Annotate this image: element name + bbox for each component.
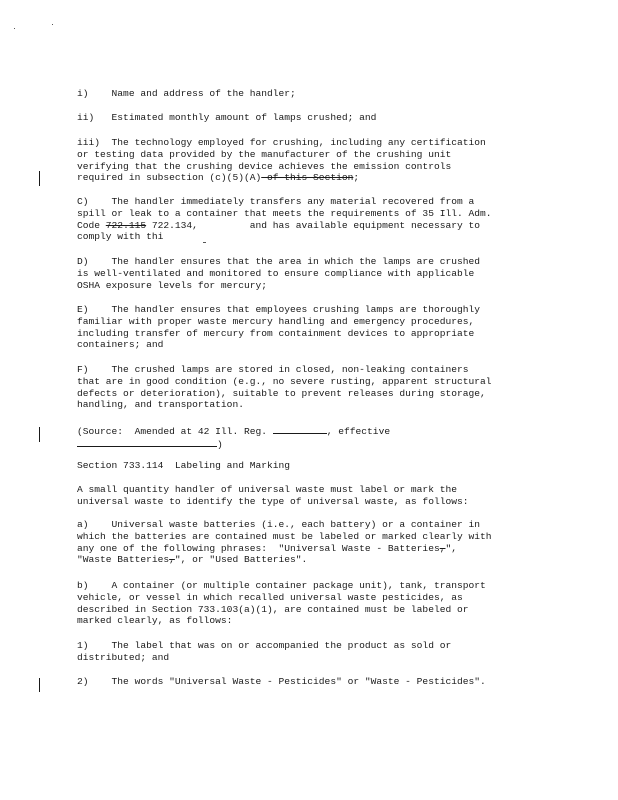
scan-speck	[14, 28, 15, 29]
paragraph-b: b) A container (or multiple container package unit), tank, transport vehicle, or vessel in which recalled universal waste pesticides, as described in Section 733.103(a)(1), are contained must be labeled or marked clearly, as follows:	[77, 580, 486, 627]
paragraph-d: D) The handler ensures that the area in which the lamps are crushed is well-ventilated and monitored to ensure compliance with applicable OSHA exposure levels for mercury;	[77, 256, 481, 291]
section-intro: A small quantity handler of universal waste must label or mark the universal waste to identify the type of universal waste, as follows:	[77, 484, 469, 507]
struck-text: of this Section	[261, 172, 354, 184]
paragraph-e: E) The handler ensures that employees crushing lamps are thoroughly familiar with proper waste mercury handling and emergency procedures, including transfer of mercury from containment devices to appropriate containers; and	[77, 304, 481, 351]
revision-bar	[39, 171, 40, 186]
paragraph-f: F) The crushed lamps are stored in closed, non-leaking containers that are in good condition (e.g., no severe rusting, apparent structural defects or deterioration), suitable to prevent releases during storage, handling, and transportation.	[77, 364, 492, 411]
item-iii: iii) The technology employed for crushing, including any certification or testing data provided by the manufacturer of the crushing unit verifying that the crushing device achieves the emission controls required in subsection (c)(5)(A) of this Section;	[77, 137, 486, 184]
paragraph-c: C) The handler immediately transfers any material recovered from a spill or leak to a container that meets the requirements of 35 Ill. Adm. Code 722.115 722.134, and has available equipment necessary to comply with thi	[77, 196, 492, 243]
item-i: i) Name and address of the handler;	[77, 88, 296, 99]
item-ii: ii) Estimated monthly amount of lamps crushed; and	[77, 112, 377, 123]
struck-text: ,	[439, 542, 446, 554]
scan-speck	[203, 242, 206, 243]
blank-line	[273, 425, 327, 434]
struck-text: ,	[169, 554, 175, 566]
scan-speck	[52, 24, 53, 25]
paragraph-a: a) Universal waste batteries (i.e., each battery) or a container in which the batteries are contained must be labeled or marked clearly with any one of the following phrases: "Universal Waste - Batteries,", "Waste Batteries,", or "Used Batteries".	[77, 519, 492, 566]
item-2: 2) The words "Universal Waste - Pesticides" or "Waste - Pesticides".	[77, 676, 486, 687]
revision-bar	[39, 678, 40, 692]
section-heading: Section 733.114 Labeling and Marking	[77, 460, 291, 471]
revision-bar	[39, 427, 40, 442]
source-note: (Source: Amended at 42 Ill. Reg. , effective )	[77, 426, 391, 450]
item-1: 1) The label that was on or accompanied the product as sold or distributed; and	[77, 640, 452, 663]
blank-line	[77, 438, 217, 447]
struck-text: 722.115	[105, 219, 147, 231]
